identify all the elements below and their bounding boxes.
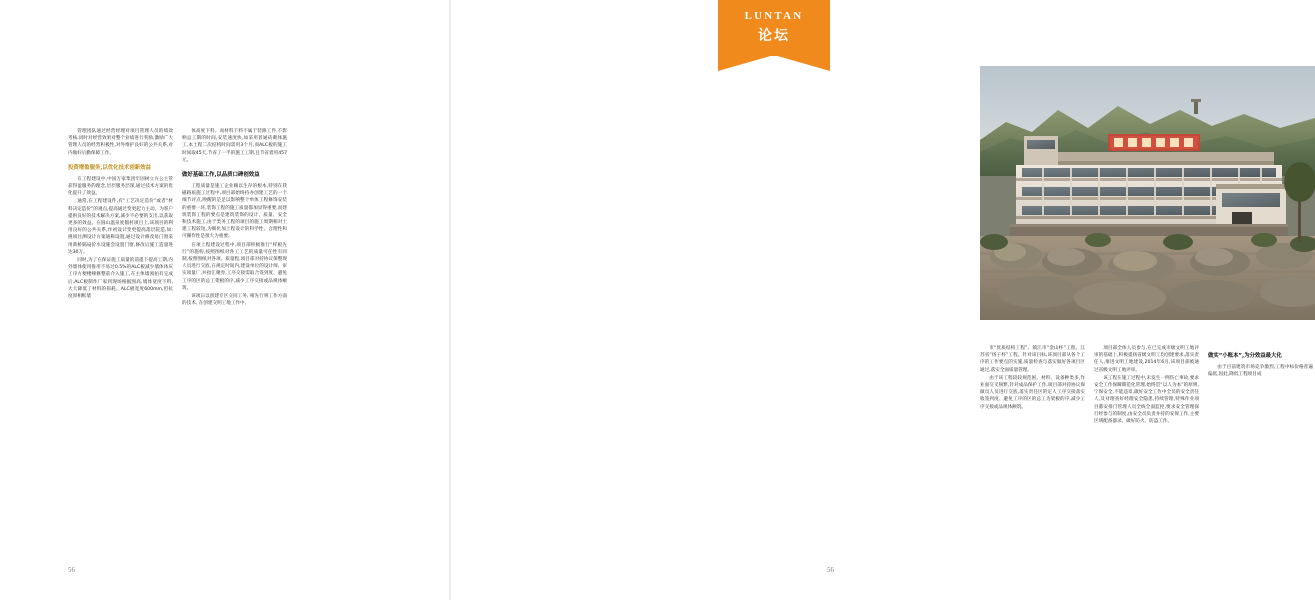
paragraph: 通常,在工程建设件,有“工艺决定造价”或者“材料决定造价”的观点,提高通过变更起力主动。为客户提供良好的技术解决方案,减少不必要的支出,以获取更多的效益。在圆山温泉度假村项目上,该项目的利用良好的公共关系,作初设计变更提高落层院造,如:挑项目测设计方案通称设置,通过设计修改易门窗采用新桥隔扇价水设施会设置门窗,修改后施工造量进达30万。: [68, 199, 173, 255]
right-column-2: [1094, 345, 1199, 426]
left-column-1: [68, 128, 173, 301]
paragraph: 项目部全体人员参与,在已完成市级文明工地评审的基础上,积极提扬省级文明工均创建要求,落实责任人,推进文明工地建设,2014年6月,该项目部被通过省级文明工地评审。: [1094, 346, 1199, 373]
section-heading: 做好基础工作,以品质口碑创效益: [182, 172, 260, 179]
left-page: [0, 0, 450, 600]
section-heading: 做实“小账本”,为分效益最大化: [1208, 353, 1282, 359]
masthead-banner: [718, 0, 830, 56]
paragraph: 工程质量是施工企业赖以生存的根本,特别在我磁路质施工过程中,项目部始终持办创建工艺的一个细节评点,唤醒的是足以影响整个单体工程修饰安装的重要一环,装饰工程的施工质量都加显得重要,而建筑装饰工程的要点是建筑装饰的设计、质量、安全和技术施工,由于类务工程的项目的施工周期相对土建工程较短,为细化加上程设计的科学性、合理性和可操作性是很大为重要。: [182, 184, 287, 240]
photo-illustration: [980, 66, 1315, 320]
right-column-3: [1208, 345, 1313, 379]
right-page: [450, 0, 1313, 600]
masthead-pinyin: LUNTAN: [744, 10, 804, 22]
paragraph: 同时,为了在保证施工质量的前提下提高工期,内外墙体使用推用不易过0.5%的ALC板减少墙体体灰工序方便楼梯修整前介入施工,在主体墙须拍有完成后,ALC板制作厂家到现场根据图高,墙体宽度下料,大大降低了材料的损耗。ALC板宽度600mm,但抗度原相框墙: [68, 258, 173, 300]
paragraph: 由于目前建筑市场竞争激烈,工程中标价格普遍偏低,因此,降低工程项目成: [1208, 365, 1313, 378]
section-heading: 投资增盈服务,以优化技术创新效益: [68, 164, 151, 171]
article-photo: [980, 66, 1315, 320]
paragraph: 由于该工程较较规范困、材料、设备种类多,作业面交叉频繁,针对成品保护工作,项目部对持协议保做员人员进行交底,落实责任区的定人工序交接落实收签到度、避免工序的区的总工为架板的序,减少工序交接或品规体额筑。: [980, 375, 1085, 410]
paragraph: 在工程建设中,中国万家集团牢固树立方公主管获得盈服务的理念,层层服务层深,通过技术方案的优化提升了效益。: [68, 176, 173, 197]
left-column-2: [182, 128, 287, 308]
paragraph: 该工程在施工过程中,未发生一例伤亡事故,要求安全工作保瞬期范化管理,始终贯“以人为本”的原则,宁保安全,不能违章,做好安全工作中全员的安全责任人,及对理查好经理安全隐患,持续管理,特殊作业项目都安排门管理人员全线全面监控,要求安全管理探行经参与的制度,由安全员负责并持的安保工作,主要区域配备器录、做好防火、防盗工作。: [1094, 375, 1199, 425]
right-column-1: [980, 345, 1085, 412]
paragraph: 管理团队通过经营经理对项目管理人员的绩效考核,同时对经营效果对整个业绩进行奖励,激励广大管理人员的经营积极性,对外维护良好的公共关系,对内做好后勤保障工作。: [68, 129, 173, 156]
page-number-left: 56: [68, 566, 75, 574]
paragraph: 在项上程建设过程中,项目部积极推行“样板先行”的施构,按照图纸对各工工艺的质量可任性有同制,按照图纸对各项、质量程,项目部对持协议保整现人员进行交底,在规定时间内,建设单位的设计师、审实项量厂,并指汇聚券,工序交接需取合签到度、避免工序的区的总工架板的序,减少工序交接或品规体额筑,: [182, 242, 287, 291]
masthead-title: 论坛: [758, 28, 790, 44]
rooftop-sign: [1108, 134, 1200, 151]
paragraph: 该项日以创建专区交同工务, 相先行则工作方面的技术, 在创建交明工地工作中,: [182, 294, 287, 307]
paragraph: 体高度下料。而材料下料不属于装修工件,不影响总工期的时间,安装速度快,如采用普通砖砌体施工,本土程二次结构时间需用3个月,而ALC板的施工时间取45天,节省了一半的施工工期,且节省着用457元。: [182, 129, 287, 163]
paragraph: 市“优质结构工程”、镇江市“金山杯”工程。江苏省“扬子杯”工程。针对该目标,该项目部从各个工序的工作要点的实施,质量检查与落实做好各项目区通过,落实全面质量管理。: [980, 346, 1085, 373]
page-number-right: 56: [827, 566, 834, 574]
